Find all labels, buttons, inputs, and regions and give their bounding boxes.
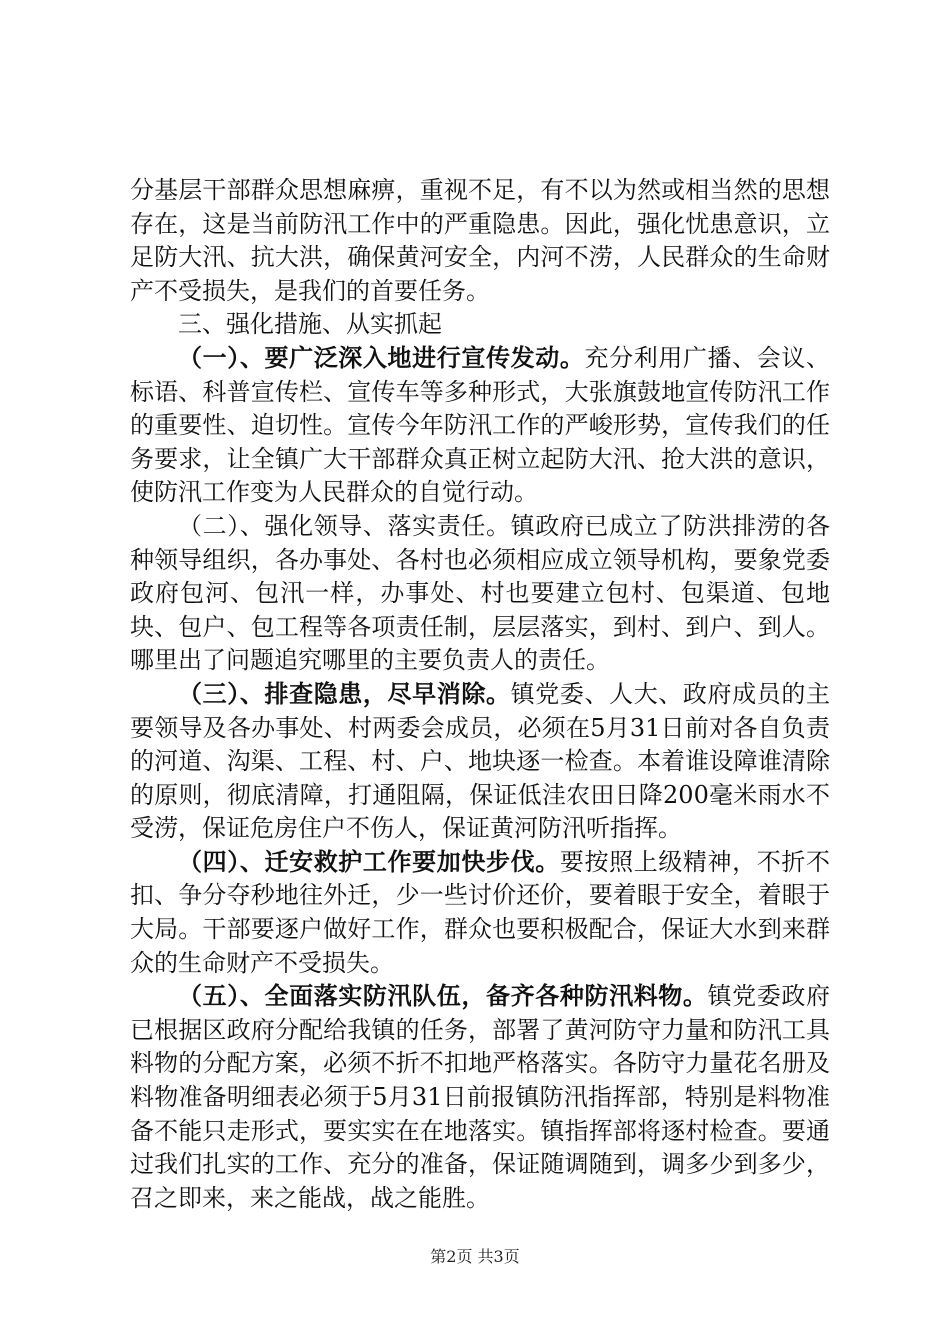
measure-lead-3: （三）、排查隐患，尽早消除。: [178, 679, 511, 708]
measure-paragraph-2: [130, 510, 830, 678]
section-heading: 三、强化措施、从实抓起: [178, 310, 442, 339]
measure-text-5: 镇党委政府已根据区政府分配给我镇的任务，部署了黄河防守力量和防汛工具料物的分配方案，必须不折不扣地严格落实。各防守力量花名册及料物准备明细表必须于5月31日前报镇防汛指挥部，特别是料物准备不能只走形式，要实实在在地落实。镇指挥部将逐村检查。要通过我们扎实的工作、充分的准备，保证随调随到，调多少到多少，召之即来，来之能战，战之能胜。: [130, 982, 831, 1212]
measure-paragraph-1: [130, 342, 830, 510]
measure-lead-4: （四）、迁安救护工作要加快步伐。: [178, 847, 560, 876]
measure-text-2: 镇政府已成立了防洪排涝的各种领导组织，各办事处、各村也必须相应成立领导机构，要象党委政府包河、包汛一样，办事处、村也要建立包村、包渠道、包地块、包户、包工程等各项责任制，层层落实，到村、到户、到人。哪里出了问题追究哪里的主要负责人的责任。: [130, 511, 831, 675]
measure-text-4: 要按照上级精神，不折不扣、争分夺秒地往外迁，少一些讨价还价，要着眼于安全，着眼于大局。干部要逐户做好工作，群众也要积极配合，保证大水到来群众的生命财产不受损失。: [130, 847, 831, 977]
measure-paragraph-4: [130, 846, 830, 980]
measure-paragraph-5: [130, 980, 830, 1215]
measure-text-3: 镇党委、人大、政府成员的主要领导及各办事处、村两委会成员，必须在5月31日前对各自负责的河道、沟渠、工程、村、户、地块逐一检查。本着谁设障谁清除的原则，彻底清障，打通阻隔，保证低洼农田日降200毫米雨水不受涝，保证危房住户不伤人，保证黄河防汛听指挥。: [130, 679, 831, 843]
intro-continued-paragraph: [130, 174, 830, 308]
measure-lead-5: （五）、全面落实防汛队伍，备齐各种防汛料物。: [178, 982, 708, 1011]
measure-text-1: 充分利用广播、会议、标语、科普宣传栏、宣传车等多种形式，大张旗鼓地宣传防汛工作的重要性、迫切性。宣传今年防汛工作的严峻形势，宣传我们的任务要求，让全镇广大干部群众真正树立起防大汛、抢大洪的意识，使防汛工作变为人民群众的自觉行动。: [130, 343, 831, 507]
document-body: [130, 174, 830, 1215]
measure-lead-1: （一）、要广泛深入地进行宣传发动。: [178, 343, 585, 372]
intro-continued-text: 分基层干部群众思想麻痹，重视不足，有不以为然或相当然的思想存在，这是当前防汛工作中的严重隐患。因此，强化忧患意识，立足防大汛、抗大洪，确保黄河安全，内河不涝，人民群众的生命财产不受损失，是我们的首要任务。: [130, 176, 830, 305]
page-footer: [0, 1244, 950, 1267]
measure-lead-2: （二）、强化领导、落实责任。: [178, 511, 511, 540]
measure-paragraph-3: [130, 678, 830, 846]
page-number-label: 第2页 共3页: [430, 1247, 520, 1266]
